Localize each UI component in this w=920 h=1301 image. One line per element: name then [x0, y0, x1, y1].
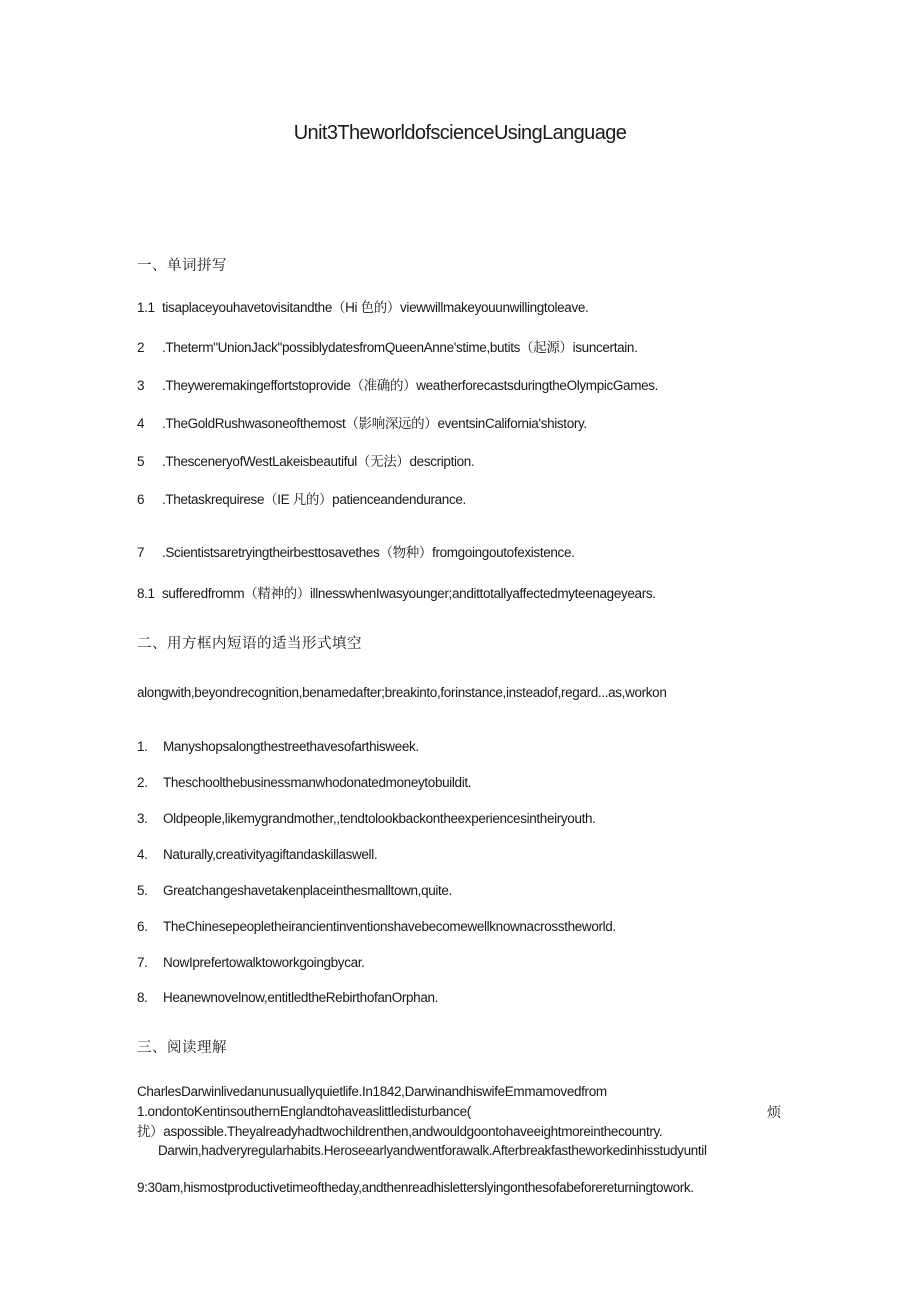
item-text: .TheGoldRushwasoneofthemost（影响深远的）eventsinCalifornia'shistory. — [162, 416, 587, 431]
section1-item — [137, 415, 587, 433]
item-number: 2. — [137, 775, 148, 790]
item-text: Greatchangeshavetakenplaceinthesmalltown,quite. — [163, 883, 452, 898]
section2-item — [137, 774, 471, 792]
section1-item — [137, 339, 637, 357]
item-number: 1.1 — [137, 300, 155, 315]
reading-line: 1.ondontoKentinsouthernEnglandtohaveaslittledisturbance( — [137, 1104, 471, 1119]
item-text: Naturally,creativityagiftandaskillaswell. — [163, 847, 378, 862]
section2-heading: 二、用方框内短语的适当形式填空 — [137, 636, 362, 652]
reading-line: CharlesDarwinlivedanunusuallyquietlife.In1842,DarwinandhiswifeEmmamovedfrom — [137, 1084, 607, 1099]
section1-item — [137, 377, 658, 395]
item-number: 6. — [137, 919, 148, 934]
item-text: .ThesceneryofWestLakeisbeautiful（无法）description. — [162, 454, 475, 469]
section1-item — [137, 453, 474, 471]
item-number: 8. — [137, 990, 148, 1005]
item-text: .Thetaskrequirese（IE 凡的）patienceandendurance. — [162, 492, 466, 507]
section2-item — [137, 882, 452, 900]
item-number: 1. — [137, 739, 148, 754]
item-text: sufferedfromm（精神的）illnesswhenIwasyounger;andittotallyaffectedmyteenageyears. — [162, 586, 656, 601]
section2-item — [137, 738, 419, 756]
section1-heading: 一、单词拼写 — [137, 258, 227, 274]
item-number: 4 — [137, 416, 145, 431]
section3-heading: 三、阅读理解 — [137, 1040, 227, 1056]
section1-item — [137, 585, 656, 603]
item-text: Theschoolthebusinessmanwhodonatedmoneytobuildit. — [163, 775, 472, 790]
item-number: 5 — [137, 454, 145, 469]
reading-line: Darwin,hadveryregularhabits.Heroseearlyandwentforawalk.Afterbreakfastheworkedinhisstudyuntil — [158, 1143, 707, 1158]
item-text: .Theyweremakingeffortstoprovide（准确的）weatherforecastsduringtheOlympicGames. — [162, 378, 659, 393]
reading-line: 扰）aspossible.Theyalreadyhadtwochildrenthen,andwouldgoontohaveeightmoreinthecountry. — [137, 1124, 663, 1139]
section1-item — [137, 491, 466, 509]
item-number: 7. — [137, 955, 148, 970]
item-text: Manyshopsalongthestreethavesofarthisweek. — [163, 739, 419, 754]
item-number: 4. — [137, 847, 148, 862]
item-text: TheChinesepeopletheirancientinventionshavebecomewellknownacrosstheworld. — [163, 919, 616, 934]
item-text: NowIprefertowalktoworkgoingbycar. — [163, 955, 365, 970]
document-title: Unit3TheworldofscienceUsingLanguage — [293, 122, 627, 144]
item-text: tisaplaceyouhavetovisitandthe（Hi 色的）viewwillmakeyouunwillingtoleave. — [162, 300, 589, 315]
item-number: 6 — [137, 492, 145, 507]
item-text: Oldpeople,likemygrandmother,,tendtolookbackontheexperiencesintheiryouth. — [163, 811, 596, 826]
section2-item — [137, 989, 438, 1007]
item-text: .Scientistsaretryingtheirbesttosavethes（物种）fromgoingoutofexistence. — [162, 545, 575, 560]
section1-item — [137, 299, 588, 317]
item-text: Heanewnovelnow,entitledtheRebirthofanOrphan. — [163, 990, 439, 1005]
item-number: 5. — [137, 883, 148, 898]
section2-item — [137, 954, 365, 972]
item-number: 3. — [137, 811, 148, 826]
section2-item — [137, 810, 596, 828]
item-text: .Theterm"UnionJack"possiblydatesfromQueenAnne'stime,butits（起源）isuncertain. — [162, 340, 638, 355]
section2-item — [137, 918, 616, 936]
reading-line: 9:30am,hismostproductivetimeoftheday,andthenreadhisletterslyingonthesofabeforereturningtowork. — [137, 1180, 694, 1195]
item-number: 3 — [137, 378, 145, 393]
item-number: 7 — [137, 545, 145, 560]
item-number: 2 — [137, 340, 145, 355]
section2-item — [137, 846, 377, 864]
phrase-box: alongwith,beyondrecognition,benamedafter;breakinto,forinstance,insteadof,regard...as,workon — [137, 685, 667, 700]
reading-line-end-char: 烦 — [767, 1104, 781, 1120]
section1-item — [137, 544, 575, 562]
item-number: 8.1 — [137, 586, 155, 601]
